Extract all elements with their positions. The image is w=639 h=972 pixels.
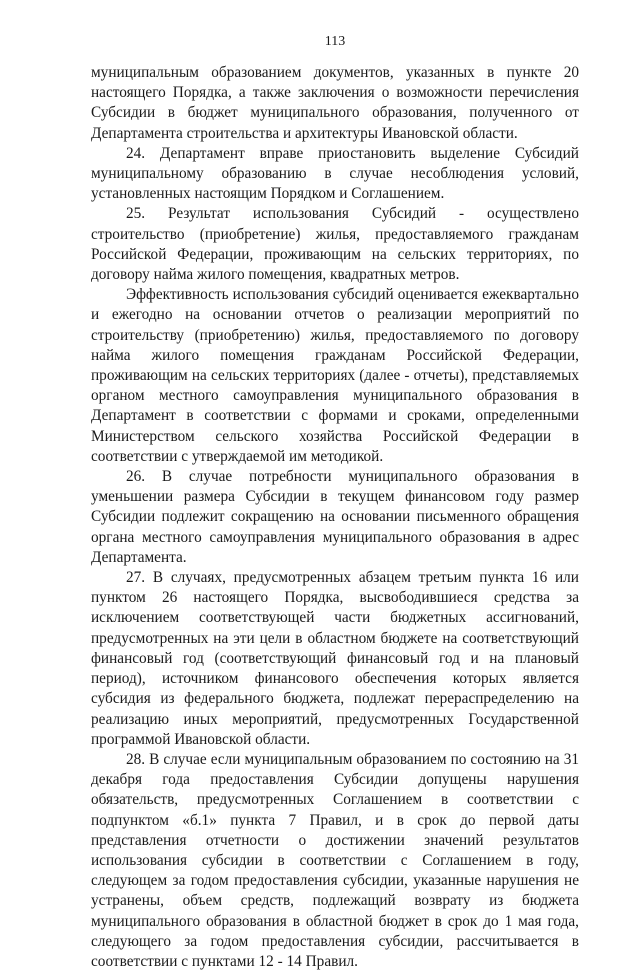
paragraph-27: 27. В случаях, предусмотренных абзацем третьим пункта 16 или пунктом 26 настоящего Порядка, высвободившиеся средства за исключением соответствующей части бюджетных ассигнований, предусмотренных на эти цели в областном бюджете на соответствующий финансовый год (соответствующий финансовый год и на плановый период), источником финансового обеспечения которых является субсидия из федерального бюджета, подлежат перераспределению на реализацию иных мероприятий, предусмотренных Государственной программой Ивановской области. [91, 569, 579, 748]
document-page [91, 34, 579, 972]
paragraph-continuation: муниципальным образованием документов, указанных в пункте 20 настоящего Порядка, а также заключения о возможности перечисления Субсидии в бюджет муниципального образования, полученного от Департамента строительства и архитектуры Ивановской области. [91, 64, 579, 142]
paragraph-efficiency: Эффективность использования субсидий оценивается ежеквартально и ежегодно на основании отчетов о реализации мероприятий по строительству (приобретению) жилья, предоставляемого по договору найма жилого помещения гражданам Российской Федерации, проживающим на сельских территориях (далее - отчеты), представляемых органом местного самоуправления муниципального образования в Департамент в соответствии с формами и сроками, определенными Министерством сельского хозяйства Российской Федерации в соответствии с утверждаемой им методикой. [91, 286, 579, 465]
paragraph-25: 25. Результат использования Субсидий - осуществлено строительство (приобретение) жилья, предоставляемого гражданам Российской Федерации, проживающим на сельских территориях, по договору найма жилого помещения, квадратных метров. [91, 205, 579, 284]
page-number: 113 [324, 34, 346, 49]
paragraph-26: 26. В случае потребности муниципального образования в уменьшении размера Субсидии в текущем финансовом году размер Субсидии подлежит сокращению на основании письменного обращения органа местного самоуправления муниципального образования в адрес Департамента. [91, 468, 579, 566]
paragraph-24: 24. Департамент вправе приостановить выделение Субсидий муниципальному образованию в случае несоблюдения условий, установленных настоящим Порядком и Соглашением. [91, 144, 579, 203]
paragraph-28: 28. В случае если муниципальным образованием по состоянию на 31 декабря года предоставления Субсидии допущены нарушения обязательств, предусмотренных Соглашением в соответствии с подпунктом «б.1» пункта 7 Правил, и в срок до первой даты представления отчетности о достижении значений результатов использования субсидии в соответствии с Соглашением в году, следующем за годом предоставления субсидии, указанные нарушения не устранены, объем средств, подлежащий возврату из бюджета муниципального образования в областной бюджет в срок до 1 мая года, следующего за годом предоставления субсидии, рассчитывается в соответствии с пунктами 12 - 14 Правил. [91, 750, 579, 970]
